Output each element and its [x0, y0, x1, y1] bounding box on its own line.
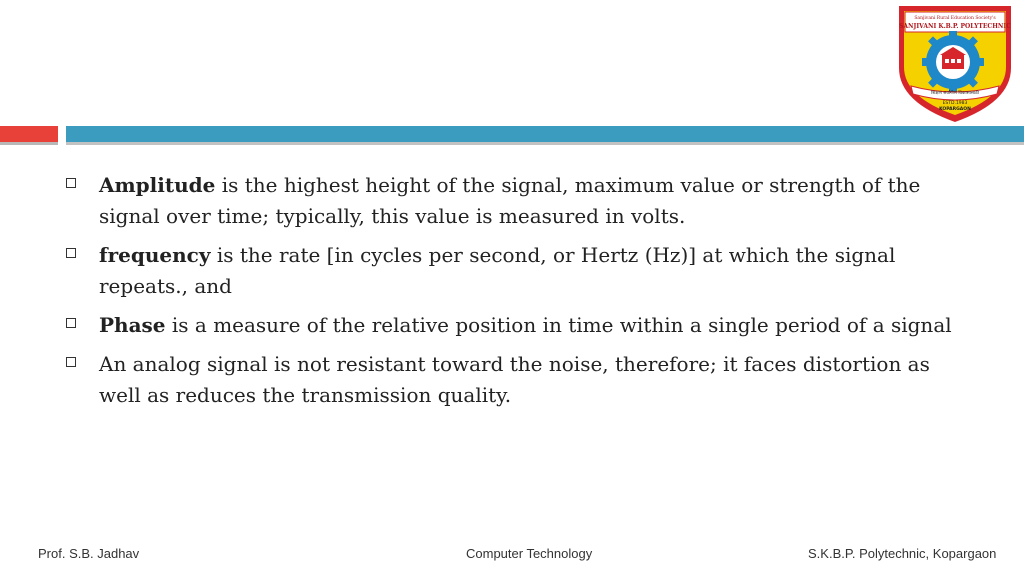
logo-motto: शिक्षण सर्वांगीण विकासासाठी [931, 91, 979, 96]
footer-institution: S.K.B.P. Polytechnic, Kopargaon [808, 546, 997, 561]
logo-name: SANJIVANI K.B.P. POLYTECHNIC [899, 23, 1011, 30]
bullet-list [64, 170, 964, 419]
footer-subject: Computer Technology [466, 546, 593, 561]
logo-place: KOPARGAON [939, 107, 971, 112]
bullet-text: is the highest height of the signal, maximum value or strength of the signal over time; typically, this value is measured in volts. [99, 173, 921, 228]
bullet-item-frequency [64, 240, 964, 302]
bullet-item-phase [64, 310, 964, 341]
logo-established: ESTD.1983 [942, 101, 968, 106]
bullet-item-analog-noise [64, 349, 964, 411]
divider-red-shadow [0, 142, 58, 145]
divider-blue-segment [66, 126, 1024, 142]
square-bullet-icon [66, 248, 76, 258]
divider-red-segment [0, 126, 58, 142]
bullet-item-amplitude [64, 170, 964, 232]
square-bullet-icon [66, 318, 76, 328]
bullet-term: Amplitude [99, 173, 216, 197]
college-logo [893, 2, 1017, 124]
footer-author: Prof. S.B. Jadhav [38, 546, 140, 561]
bullet-text: An analog signal is not resistant toward the noise, therefore; it faces distortion as well as reduces the transmission quality. [99, 352, 930, 407]
square-bullet-icon [66, 357, 76, 367]
bullet-text: is a measure of the relative position in time within a single period of a signal [165, 313, 952, 337]
bullet-term: Phase [99, 313, 166, 337]
logo-top-line: Sanjivani Rural Education Society's [914, 16, 996, 21]
header-divider [0, 124, 1024, 154]
bullet-text: is the rate [in cycles per second, or Hertz (Hz)] at which the signal repeats., and [99, 243, 896, 298]
divider-blue-shadow [66, 142, 1024, 145]
square-bullet-icon [66, 178, 76, 188]
bullet-term: frequency [99, 243, 211, 267]
gear-icon [922, 31, 984, 93]
